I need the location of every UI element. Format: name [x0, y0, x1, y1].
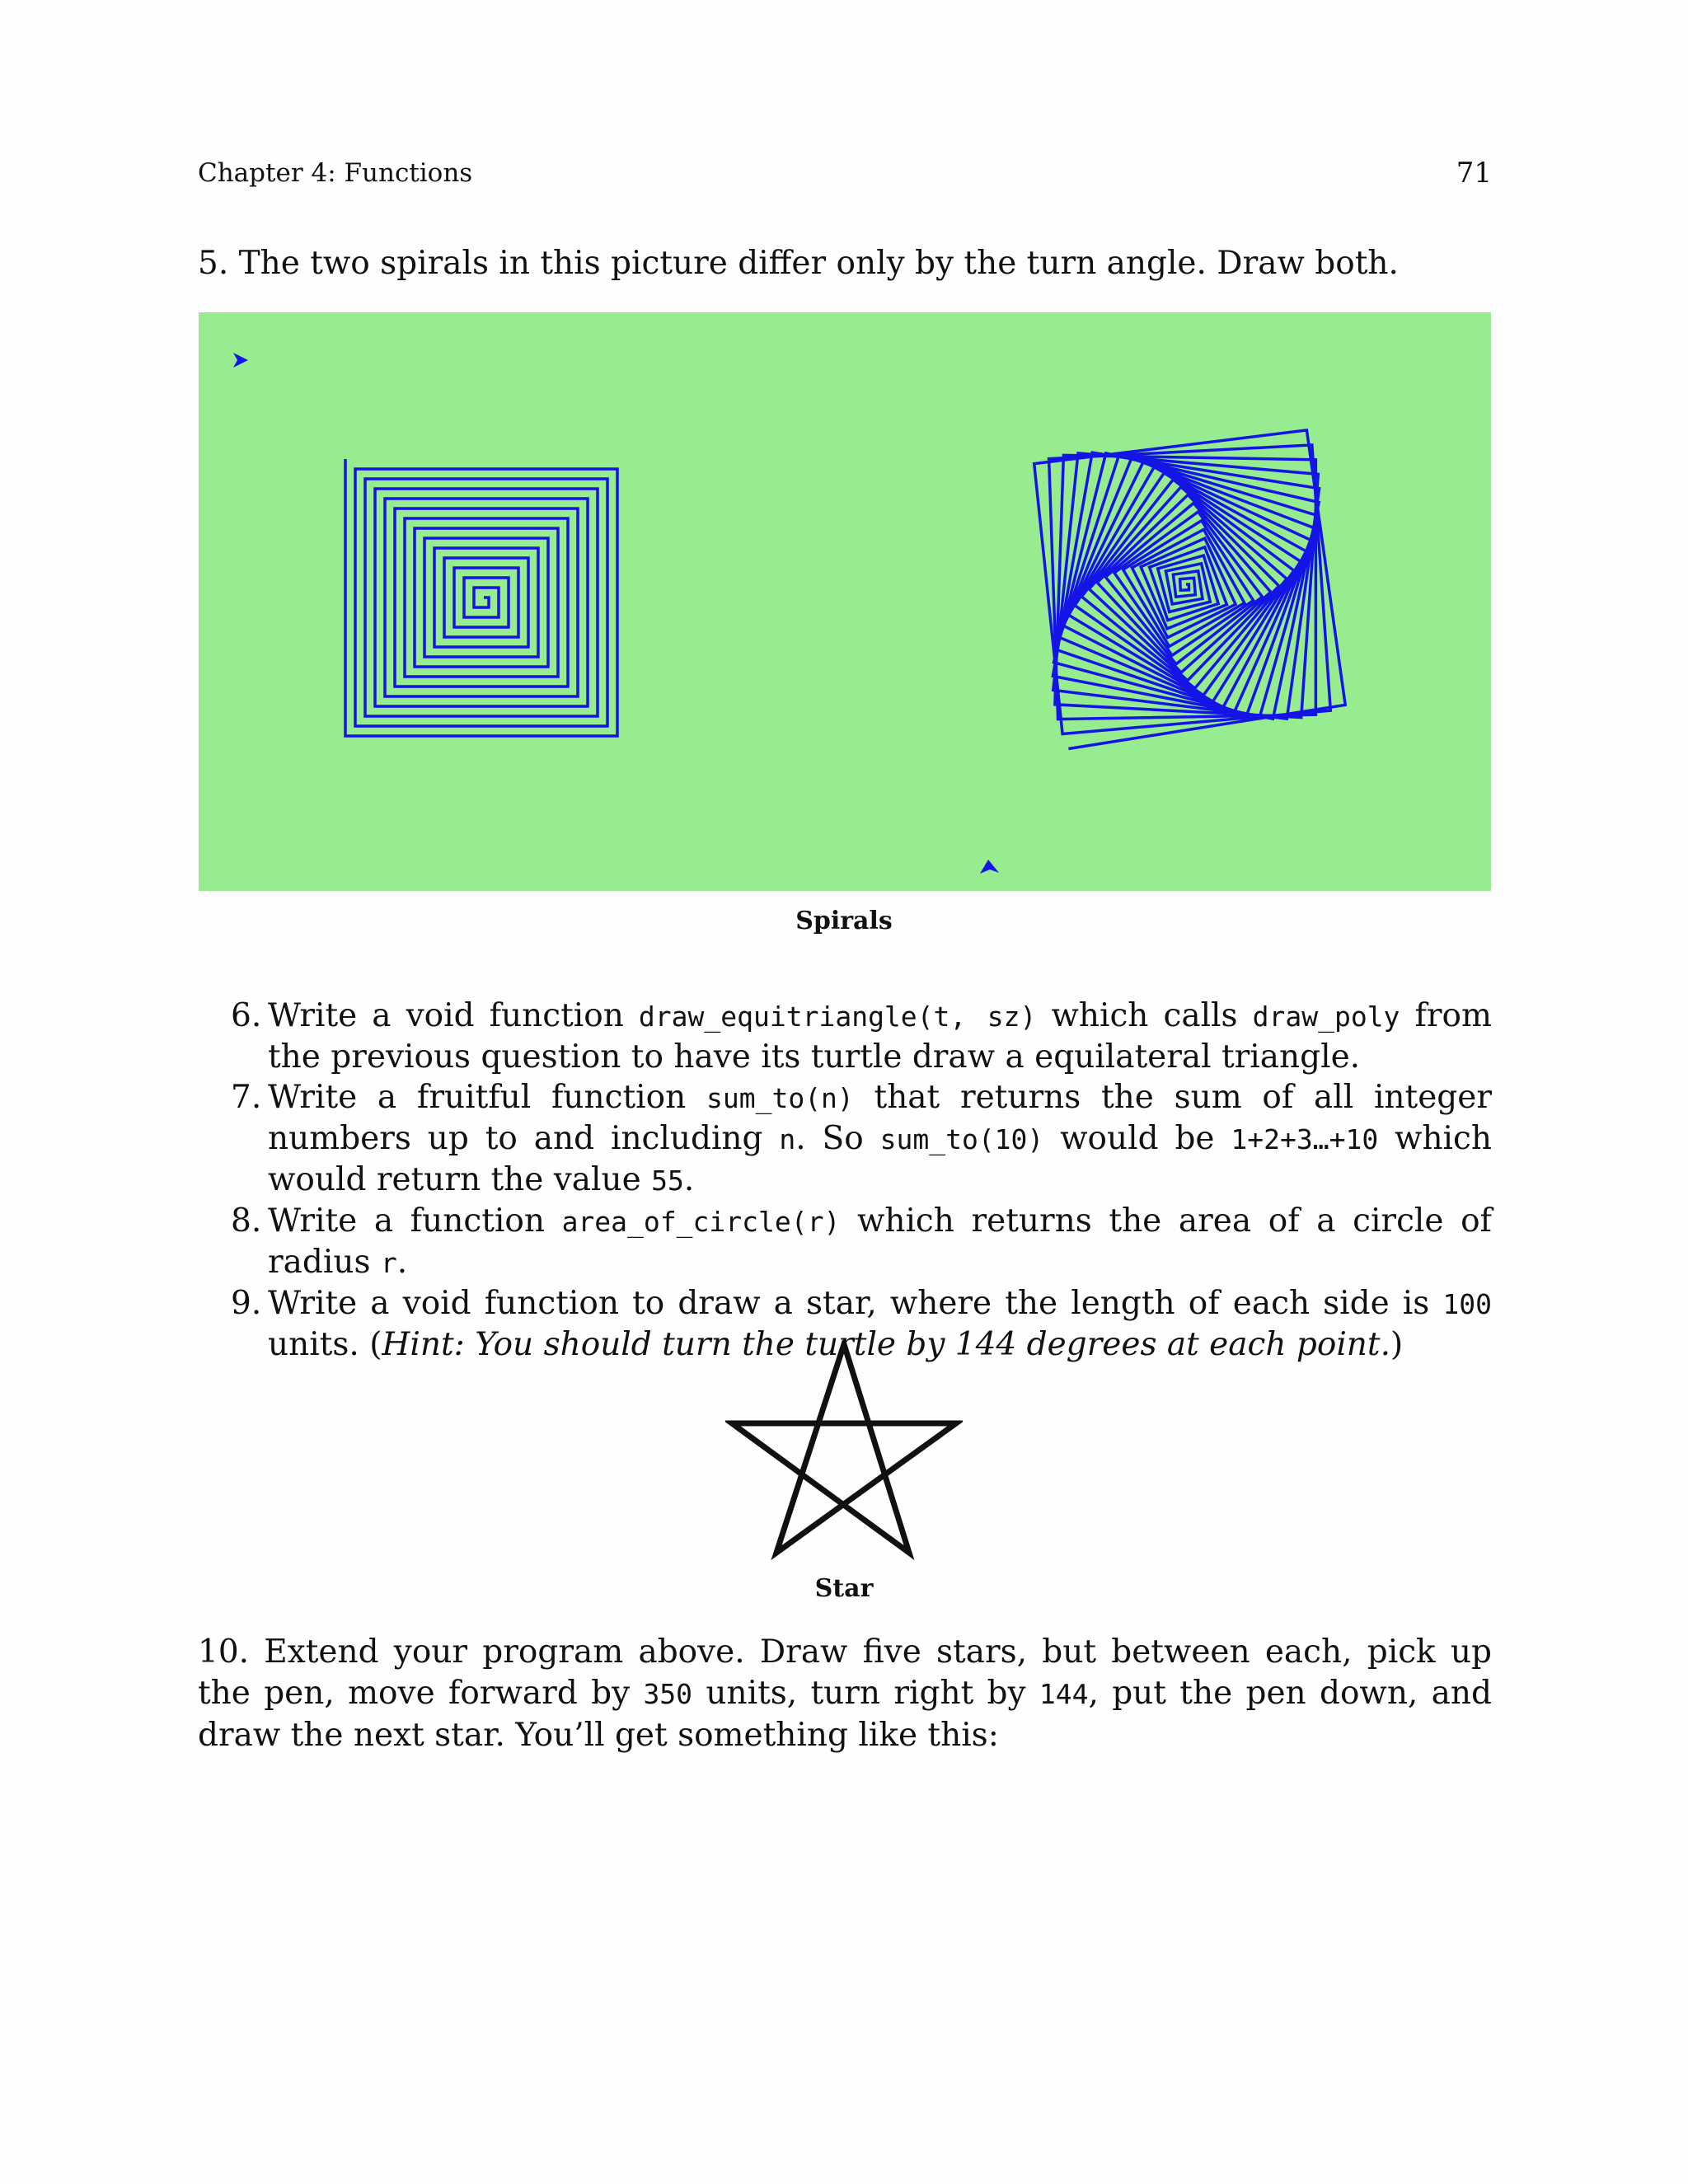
star-figure [725, 1340, 963, 1563]
spirals-figure [199, 312, 1491, 891]
turtle-arrow-right-icon [980, 860, 999, 874]
text: . So [795, 1120, 880, 1157]
text: Write a fruitful function [268, 1079, 706, 1116]
text: which returns the area of a circle of radius [268, 1202, 1492, 1281]
item-number: 9. [231, 1285, 262, 1322]
chapter-title: Chapter 4: Functions [198, 158, 473, 188]
exercise-5 [198, 243, 1492, 284]
text: Write a void function [268, 997, 639, 1034]
item-number: 8. [231, 1202, 262, 1240]
exercise-8 [198, 1201, 1492, 1283]
exercise-6 [198, 996, 1492, 1077]
code-r: r [380, 1247, 397, 1279]
exercise-7 [198, 1077, 1492, 1201]
text: . [683, 1161, 695, 1198]
text: , put the pen down, and draw the next star. You’ll get something like this: [198, 1675, 1492, 1754]
code-n: n [779, 1123, 796, 1155]
page-number: 71 [1456, 157, 1492, 190]
exercise-list [198, 996, 1492, 1365]
text: units. ( [268, 1326, 382, 1363]
hint-text: Hint: You should turn the turtle by 144 degrees at each point. [382, 1326, 1390, 1363]
turtle-arrow-left-icon [233, 353, 248, 368]
text: from the previous question to have its turtle draw a equilateral triangle. [268, 997, 1493, 1076]
running-head [198, 157, 1492, 190]
text: . [396, 1244, 408, 1281]
code-sum-expression: 1+2+3…+10 [1231, 1123, 1379, 1155]
code-55: 55 [651, 1165, 684, 1197]
spirals-drawing [199, 312, 1491, 891]
text: which would return the value [268, 1120, 1492, 1198]
code-100: 100 [1442, 1288, 1492, 1320]
star-caption: Star [814, 1574, 874, 1603]
code-350: 350 [643, 1678, 693, 1710]
exercise-number: 5. [198, 245, 229, 282]
text: ) [1390, 1326, 1404, 1363]
text: 10. Extend your program above. Draw five stars, but between each, pick up the pen, move forward by [198, 1633, 1492, 1712]
text: would be [1043, 1120, 1231, 1157]
code-draw-equitriangle: draw_equitriangle(t, sz) [638, 1001, 1037, 1033]
exercise-10 [198, 1632, 1492, 1756]
text: that returns the sum of all integer numbers up to and including [268, 1079, 1492, 1157]
exercise-text: The two spirals in this picture differ only by the turn angle. Draw both. [238, 245, 1399, 282]
text: which calls [1036, 997, 1253, 1034]
code-area-of-circle: area_of_circle(r) [561, 1206, 841, 1238]
star-shape [732, 1344, 956, 1553]
item-number: 7. [231, 1079, 262, 1116]
item-number: 6. [231, 997, 262, 1034]
code-draw-poly: draw_poly [1252, 1001, 1400, 1033]
square-spiral [345, 459, 617, 736]
code-sum-to-10: sum_to(10) [879, 1123, 1044, 1155]
rotated-spiral [1034, 430, 1346, 749]
code-144: 144 [1039, 1678, 1089, 1710]
spirals-caption: Spirals [795, 907, 893, 935]
code-sum-to: sum_to(n) [706, 1082, 854, 1114]
text: units, turn right by [692, 1675, 1039, 1712]
text: Write a void function to draw a star, where the length of each side is [268, 1285, 1443, 1322]
text: Write a function [268, 1202, 562, 1240]
